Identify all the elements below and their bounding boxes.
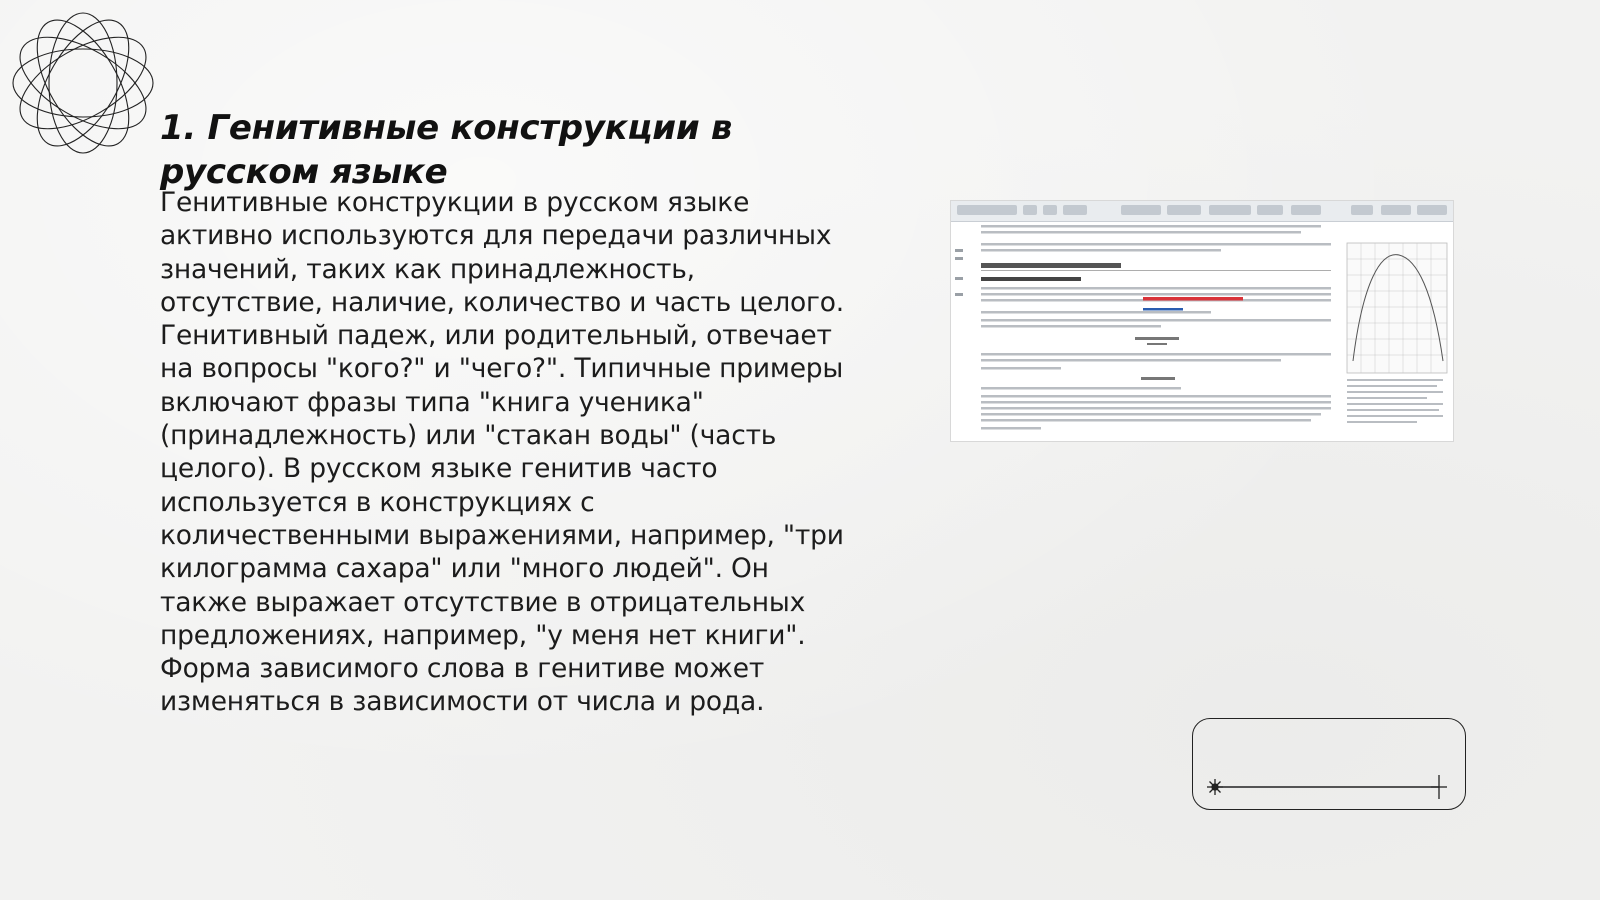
slide-body-text: Генитивные конструкции в русском языке активно используются для передачи различных значений, таких как принадлежность, отсутствие, наличие, количество и часть целого. Генитивный падеж, или родительный, отвечает на вопросы "кого?" и "чего?". Типичные примеры включают фразы типа "книга ученика" (принадлежность) или "стакан воды" (часть целого). В русском языке генитив часто используется в конструкциях с количественными выражениями, например, "три килограмма сахара" или "много людей". Он также выражает отсутствие в отрицательных предложениях, например, "у меня нет книги". Форма зависимого слова в генитиве может изменяться в зависимости от числа и рода.: [160, 187, 844, 718]
embedded-screenshot-image: [950, 200, 1454, 442]
thumbnail-toolbar: [951, 201, 1453, 222]
crosshair-icon: [1431, 775, 1447, 799]
progress-line: [1193, 719, 1465, 809]
thumbnail-page-content: [951, 221, 1453, 441]
sparkle-icon: [1207, 779, 1223, 795]
orbital-rosette-icon: [8, 8, 158, 158]
navigation-frame: [1192, 718, 1466, 810]
slide-title: 1. Генитивные конструкции в русском языке: [160, 108, 733, 192]
